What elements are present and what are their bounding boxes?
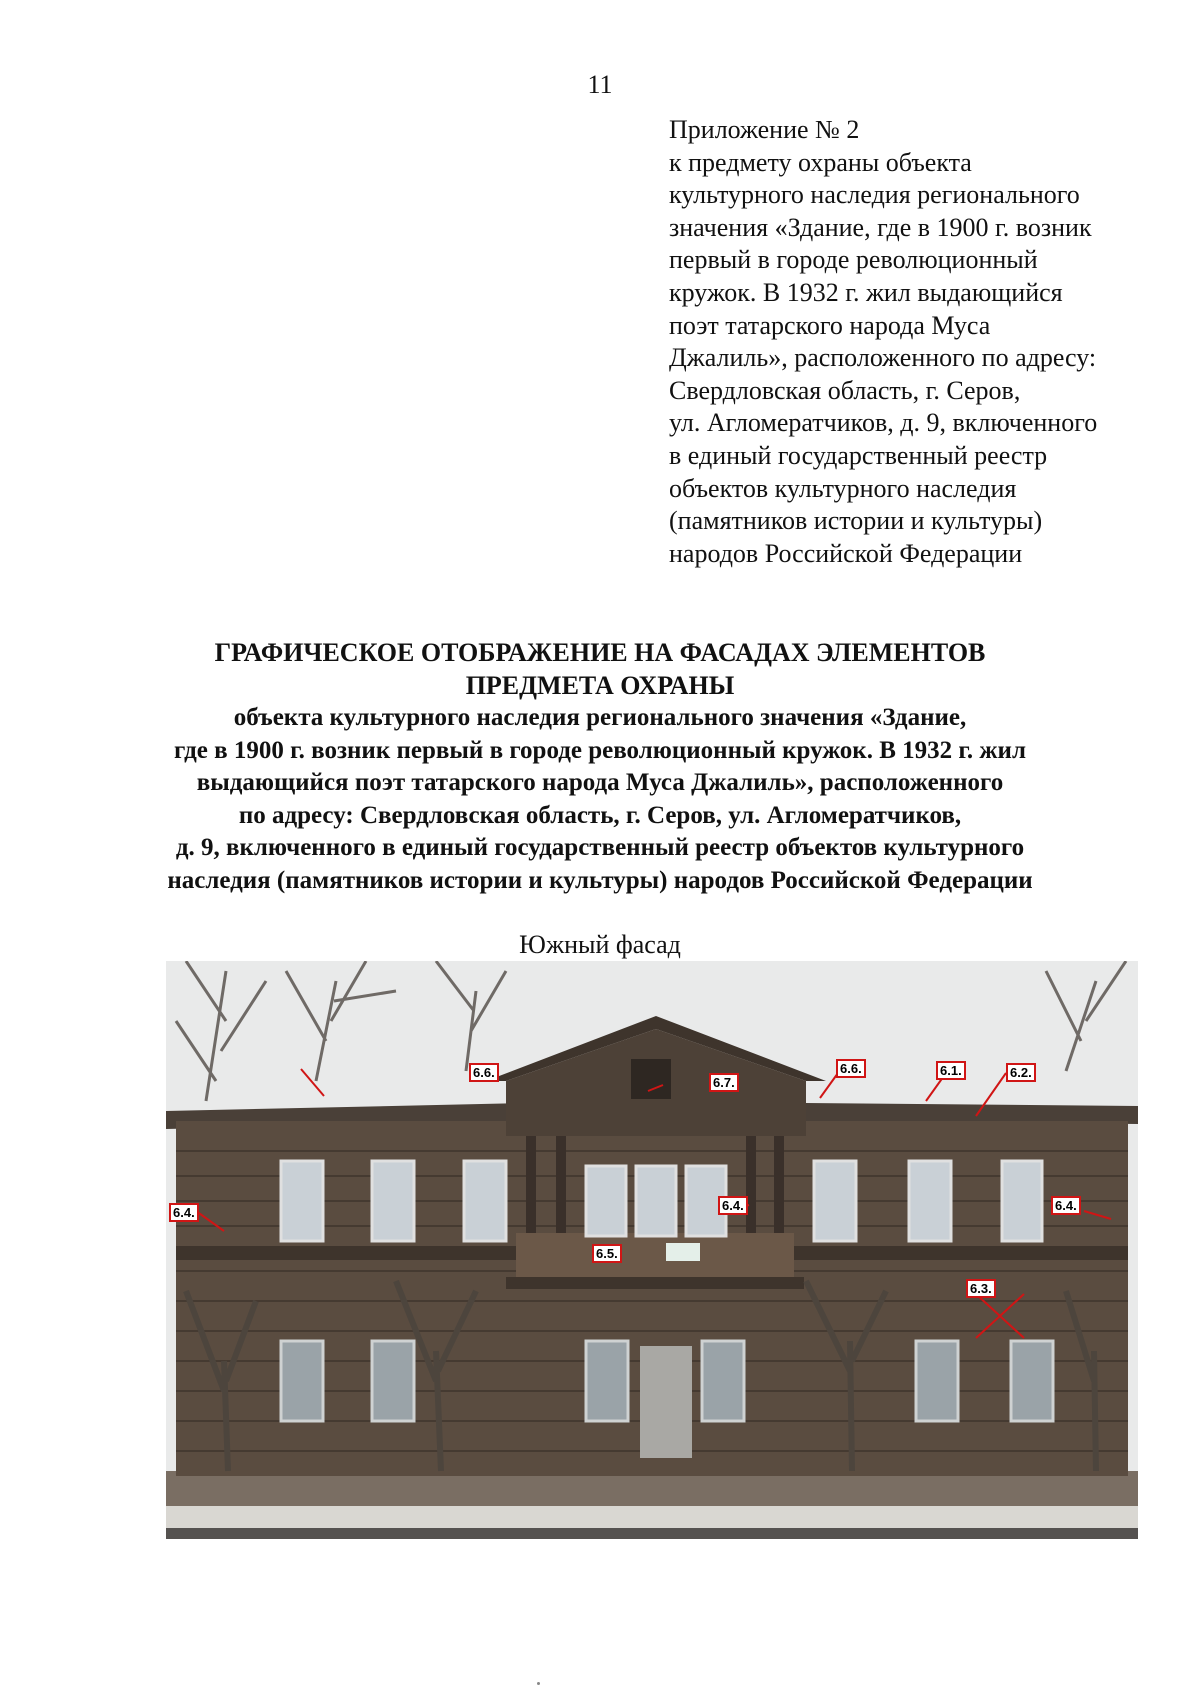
annotation-6-4-left: 6.4. xyxy=(169,1203,199,1222)
annotation-6-6-left: 6.6. xyxy=(469,1063,499,1082)
heading-body-line: по адресу: Свердловская область, г. Серов, ул. Агломератчиков, xyxy=(238,801,962,829)
annotation-6-1: 6.1. xyxy=(936,1061,966,1080)
heading-body-line: объекта культурного наследия регионального значения «Здание, xyxy=(233,704,967,731)
facade-photo xyxy=(166,961,1138,1539)
appendix-line: культурного наследия регионального xyxy=(669,180,1080,210)
facade-illustration xyxy=(166,961,1138,1539)
heading-body-line: наследия (памятников истории и культуры) народов Российской Федерации xyxy=(167,866,1033,894)
gable-window xyxy=(631,1059,671,1099)
road xyxy=(166,1528,1138,1539)
appendix-line: значения «Здание, где в 1900 г. возник xyxy=(669,212,1092,242)
appendix-line: поэт татарского народа Муса xyxy=(669,310,991,340)
appendix-note xyxy=(669,114,1169,570)
page-number: 11 xyxy=(587,70,613,99)
balcony-canopy xyxy=(506,1277,804,1289)
heading-body-line: д. 9, включенного в единый государственный реестр объектов культурного xyxy=(175,834,1025,862)
annotation-6-4-center: 6.4. xyxy=(718,1196,748,1215)
appendix-line: Джалиль», расположенного по адресу: xyxy=(669,343,1097,373)
appendix-line: к предмету охраны объекта xyxy=(669,147,972,177)
annotation-6-4-right: 6.4. xyxy=(1051,1196,1081,1215)
scan-speck xyxy=(537,1682,540,1685)
appendix-line: Приложение № 2 xyxy=(669,115,860,144)
heading-body-line: выдающийся поэт татарского народа Муса Джалиль», расположенного xyxy=(196,769,1004,797)
upper-windows xyxy=(281,1161,1042,1241)
heading-body-line: где в 1900 г. возник первый в городе революционный кружок. В 1932 г. жил xyxy=(174,736,1026,764)
entrance-door xyxy=(640,1346,692,1458)
curb xyxy=(166,1506,1138,1528)
appendix-line: кружок. В 1932 г. жил выдающийся xyxy=(669,277,1063,307)
balcony-plaque xyxy=(666,1243,700,1261)
annotation-6-2: 6.2. xyxy=(1006,1063,1036,1082)
annotation-6-5: 6.5. xyxy=(592,1244,622,1263)
document-heading xyxy=(0,636,1200,898)
appendix-line: объектов культурного наследия xyxy=(669,473,1017,503)
heading-title-line: ПРЕДМЕТА ОХРАНЫ xyxy=(465,671,735,700)
facade-caption: Южный фасад xyxy=(519,930,681,959)
appendix-line: Свердловская область, г. Серов, xyxy=(669,375,1021,405)
appendix-line: (памятников истории и культуры) xyxy=(669,506,1043,536)
appendix-line: народов Российской Федерации xyxy=(669,538,1023,568)
balcony-railing xyxy=(516,1233,794,1277)
annotation-6-3: 6.3. xyxy=(966,1279,996,1298)
annotation-6-7: 6.7. xyxy=(709,1073,739,1092)
appendix-line: первый в городе революционный xyxy=(669,245,1038,275)
annotation-6-6-right: 6.6. xyxy=(836,1059,866,1078)
roof-right xyxy=(806,1103,1138,1124)
appendix-line: ул. Агломератчиков, д. 9, включенного xyxy=(669,408,1098,438)
appendix-line: в единый государственный реестр xyxy=(669,440,1048,470)
heading-title-line: ГРАФИЧЕСКОЕ ОТОБРАЖЕНИЕ НА ФАСАДАХ ЭЛЕМЕНТОВ xyxy=(214,638,986,667)
